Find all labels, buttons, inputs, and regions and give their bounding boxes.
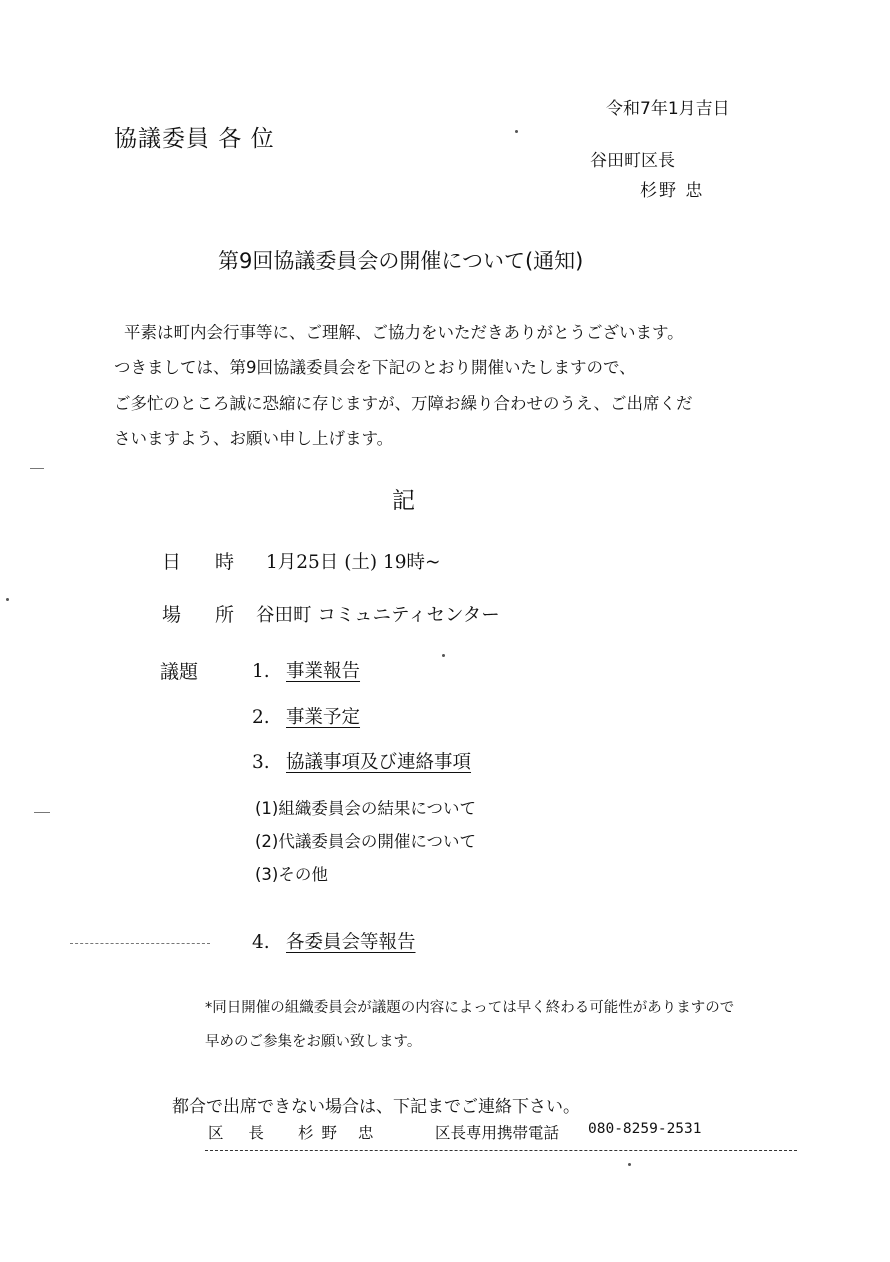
place-label: 場 所 <box>162 604 249 626</box>
contact-intro: 都合で出席できない場合は、下記までご連絡下さい。 <box>172 1097 580 1117</box>
body-line: つきましては、第9回協議委員会を下記のとおり開催いたしますので、 <box>114 358 636 377</box>
datetime-label: 日 時 <box>162 551 249 573</box>
agenda-item <box>252 748 471 774</box>
contact-phone: 080-8259-2531 <box>588 1121 702 1137</box>
sender-org: 谷田町区長 <box>590 151 675 171</box>
scan-speck <box>6 598 9 601</box>
agenda-item <box>252 928 416 954</box>
ki-heading: 記 <box>392 488 415 514</box>
agenda-number: 2. <box>252 707 270 728</box>
contact-phone-label: 区長専用携帯電話 <box>435 1124 560 1142</box>
scan-mark <box>70 943 210 944</box>
agenda-number: 3. <box>252 752 270 773</box>
agenda-text: 協議事項及び連絡事項 <box>286 752 472 773</box>
agenda-item <box>252 703 360 729</box>
contact-row <box>205 1120 797 1151</box>
note-line: 早めのご参集をお願い致します。 <box>205 1034 422 1050</box>
scan-mark <box>34 812 50 813</box>
agenda-text: 各委員会等報告 <box>286 932 416 953</box>
issue-date: 令和7年1月吉日 <box>606 99 730 119</box>
sender-name: 杉野 忠 <box>640 181 705 201</box>
body-line: さいますよう、お願い申し上げます。 <box>114 429 394 448</box>
scan-speck <box>442 654 445 657</box>
agenda-sub-item: (2)代議委員会の開催について <box>255 832 477 851</box>
agenda-sub-item: (3)その他 <box>255 865 328 884</box>
agenda-text: 事業報告 <box>286 661 361 682</box>
agenda-number: 1. <box>252 661 270 682</box>
contact-role: 区 長 <box>208 1124 274 1142</box>
document-title: 第9回協議委員会の開催について(通知) <box>218 249 584 273</box>
datetime-value: 1月25日 (土) 19時~ <box>266 552 441 573</box>
body-line: ご多忙のところ誠に恐縮に存じますが、万障お繰り合わせのうえ、ご出席くだ <box>114 394 693 413</box>
agenda-number: 4. <box>252 932 270 953</box>
agenda-label: 議題 <box>160 661 199 683</box>
scan-mark <box>30 468 44 469</box>
agenda-text: 事業予定 <box>286 707 361 728</box>
body-line: 平素は町内会行事等に、ご理解、ご協力をいただきありがとうございます。 <box>124 323 684 342</box>
scan-speck <box>628 1163 631 1166</box>
contact-name: 杉野 忠 <box>298 1124 382 1142</box>
place-value: 谷田町 コミュニティセンター <box>256 605 500 626</box>
scan-speck <box>515 130 518 133</box>
recipient: 協議委員 各 位 <box>114 126 275 152</box>
agenda-sub-item: (1)組織委員会の結果について <box>255 799 477 818</box>
note-line: *同日開催の組織委員会が議題の内容によっては早く終わる可能性がありますので <box>205 1000 735 1016</box>
agenda-item <box>252 657 360 683</box>
